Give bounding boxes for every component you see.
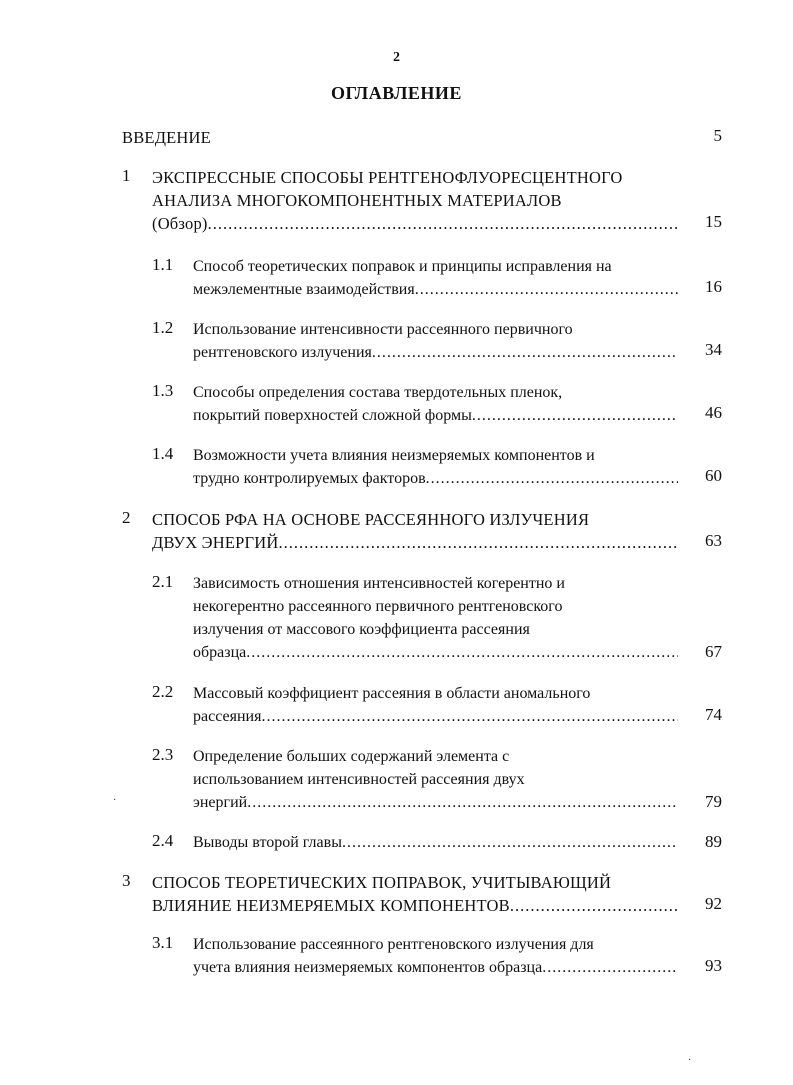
toc-page: 34 bbox=[705, 340, 722, 359]
section-number: 3.1 bbox=[152, 933, 174, 952]
toc-page: 89 bbox=[705, 832, 722, 851]
chapter-title: СПОСОБ ТЕОРЕТИЧЕСКИХ ПОПРАВОК, УЧИТЫВАЮЩИЙ ВЛИЯНИЕ НЕИЗМЕРЯЕМЫХ КОМПОНЕНТОВ ..... bbox=[152, 871, 678, 917]
section-title: Способы определения состава твердотельных пленок, покрытий поверхностей сложной формы ..... bbox=[193, 381, 678, 427]
toc-page: 16 bbox=[705, 277, 722, 296]
toc-page: 46 bbox=[705, 403, 722, 422]
toc-entry-text: ВВЕДЕНИЕ bbox=[122, 128, 211, 147]
section-number: 1.1 bbox=[152, 255, 174, 274]
toc-page: 60 bbox=[705, 466, 722, 485]
chapter-title: СПОСОБ РФА НА ОСНОВЕ РАССЕЯННОГО ИЗЛУЧЕНИЯ ДВУХ ЭНЕРГИЙ ..... bbox=[152, 508, 678, 554]
chapter-number: 2 bbox=[122, 508, 131, 527]
toc-page: 63 bbox=[705, 531, 722, 550]
toc-page: 67 bbox=[705, 642, 722, 661]
section-number: 1.4 bbox=[152, 444, 174, 463]
section-title: Зависимость отношения интенсивностей когерентно и некогерентно рассеянного первичного рентгеновского излучения от массового коэффициента рассеяния образца ..... bbox=[193, 572, 678, 664]
section-title: Возможности учета влияния неизмеряемых компонентов и трудно контролируемых факторов ..... bbox=[193, 444, 678, 490]
toc-page: 79 bbox=[705, 792, 722, 811]
chapter-number: 1 bbox=[122, 166, 131, 185]
section-number: 1.2 bbox=[152, 318, 174, 337]
section-title: Массовый коэффициент рассеяния в области аномального рассеяния ..... bbox=[193, 682, 678, 728]
section-title: Использование интенсивности рассеянного первичного рентгеновского излучения ..... bbox=[193, 318, 678, 364]
section-number: 2.1 bbox=[152, 572, 174, 591]
page-number: 2 bbox=[393, 50, 400, 65]
section-number: 2.4 bbox=[152, 831, 174, 850]
section-number: 2.2 bbox=[152, 682, 174, 701]
toc-title: ОГЛАВЛЕНИЕ bbox=[331, 83, 462, 103]
chapter-title: ЭКСПРЕССНЫЕ СПОСОБЫ РЕНТГЕНОФЛУОРЕСЦЕНТНОГО АНАЛИЗА МНОГОКОМПОНЕНТНЫХ МАТЕРИАЛОВ (Обзор) ..... bbox=[152, 166, 678, 235]
toc-page: 15 bbox=[705, 212, 722, 231]
section-title: Способ теоретических поправок и принципы исправления на межэлементные взаимодействия ..... bbox=[193, 255, 678, 301]
scan-speck: · bbox=[113, 795, 117, 806]
section-number: 2.3 bbox=[152, 745, 174, 764]
section-title: Выводы второй главы ..... bbox=[193, 831, 678, 854]
chapter-number: 3 bbox=[122, 871, 131, 890]
section-title: Определение больших содержаний элемента с использованием интенсивностей рассеяния двух энергий ..... bbox=[193, 745, 678, 814]
scan-speck: · bbox=[688, 1055, 692, 1066]
toc-page: 92 bbox=[705, 894, 722, 913]
toc-page: 5 bbox=[713, 126, 722, 145]
section-number: 1.3 bbox=[152, 381, 174, 400]
section-title: Использование рассеянного рентгеновского излучения для учета влияния неизмеряемых компонентов образца ..... bbox=[193, 933, 678, 979]
toc-page: 74 bbox=[705, 705, 722, 724]
toc-page: 93 bbox=[705, 956, 722, 975]
